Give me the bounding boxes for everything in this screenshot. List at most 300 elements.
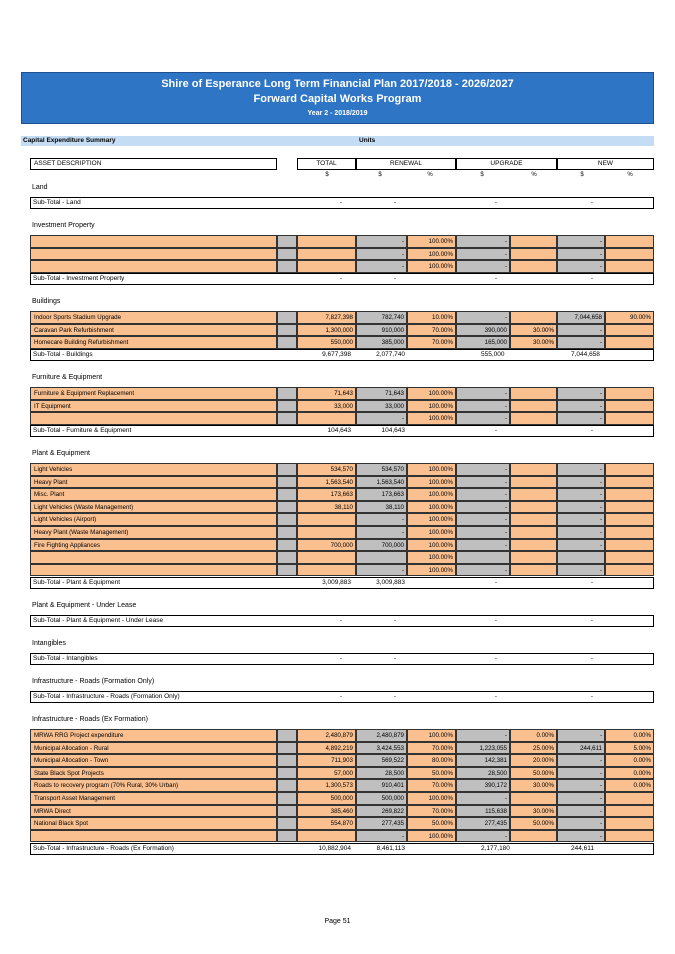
header-renewal: RENEWAL [356, 158, 456, 170]
row-upct-cell [510, 513, 557, 526]
row-npct-cell [605, 792, 654, 805]
row-desc-cell: Roads to recovery program (70% Rural, 30% Urban) [30, 779, 277, 792]
row-total-cell [297, 564, 356, 577]
row-new-cell: - [557, 792, 605, 805]
row-upct-cell [510, 476, 557, 489]
row-upct-cell [510, 248, 557, 261]
row-rpct-cell: 100.00% [407, 248, 456, 261]
section-title: Furniture & Equipment [32, 374, 103, 381]
row-desc-cell: Transport Asset Management [30, 792, 277, 805]
row-renewal-cell: 2,480,879 [356, 729, 407, 742]
row-spacer [277, 551, 297, 564]
row-upct-cell: 0.00% [510, 729, 557, 742]
subtotal-label: Sub-Total - Plant & Equipment [33, 579, 121, 586]
row-upgrade-cell: - [456, 539, 510, 552]
section-title: Land [32, 184, 48, 191]
row-spacer [277, 513, 297, 526]
summary-label: Capital Expenditure Summary [23, 137, 116, 144]
subtotal-upgrade: 2,177,180 [481, 845, 510, 852]
row-upct-cell: 30.00% [510, 336, 557, 349]
row-spacer [277, 805, 297, 818]
subtotal-label: Sub-Total - Infrastructure - Roads (Ex Formation) [33, 845, 174, 852]
row-renewal-cell: - [356, 248, 407, 261]
subtotal-row [30, 615, 654, 627]
row-desc-cell: Fire Fighting Appliances [30, 539, 277, 552]
row-total-cell [297, 513, 356, 526]
row-total-cell: 38,110 [297, 501, 356, 514]
subtotal-total: - [339, 693, 343, 700]
row-upct-cell [510, 526, 557, 539]
subtotal-renewal: 2,077,740 [376, 351, 405, 358]
header-total: TOTAL [297, 158, 356, 170]
row-renewal-cell: 277,435 [356, 817, 407, 830]
row-new-cell: - [557, 805, 605, 818]
row-upgrade-cell: - [456, 400, 510, 413]
subtotal-row [30, 273, 654, 285]
row-renewal-cell: - [356, 412, 407, 425]
row-total-cell: 173,663 [297, 488, 356, 501]
subtotal-upgrade: - [494, 579, 498, 586]
row-renewal-cell: 569,522 [356, 754, 407, 767]
row-npct-cell [605, 805, 654, 818]
section-title: Buildings [32, 298, 61, 305]
row-renewal-cell: 269,822 [356, 805, 407, 818]
row-spacer [277, 387, 297, 400]
summary-bar [21, 136, 654, 146]
row-desc-cell: Caravan Park Refurbishment [30, 324, 277, 337]
row-upgrade-cell: 390,172 [456, 779, 510, 792]
row-new-cell: - [557, 729, 605, 742]
section-title: Infrastructure - Roads (Formation Only) [32, 678, 155, 685]
row-upct-cell [510, 539, 557, 552]
unit-total: $ [325, 172, 329, 178]
row-upgrade-cell: 28,500 [456, 767, 510, 780]
row-upgrade-cell: - [456, 488, 510, 501]
subtotal-row [30, 843, 654, 855]
row-new-cell: 7,044,658 [557, 311, 605, 324]
row-rpct-cell: 100.00% [407, 387, 456, 400]
row-spacer [277, 526, 297, 539]
row-total-cell: 33,000 [297, 400, 356, 413]
row-spacer [277, 412, 297, 425]
row-npct-cell [605, 248, 654, 261]
row-rpct-cell: 100.00% [407, 729, 456, 742]
row-desc-cell: Heavy Plant (Waste Management) [30, 526, 277, 539]
row-upct-cell: 50.00% [510, 817, 557, 830]
row-new-cell: - [557, 324, 605, 337]
subtotal-upgrade: - [494, 693, 498, 700]
section-title: Intangibles [32, 640, 66, 647]
row-npct-cell: 0.00% [605, 767, 654, 780]
row-total-cell: 700,000 [297, 539, 356, 552]
report-year: Year 2 - 2018/2019 [307, 110, 368, 117]
row-spacer [277, 235, 297, 248]
row-desc-cell: Homecare Building Refurbishment [30, 336, 277, 349]
row-spacer [277, 767, 297, 780]
row-new-cell: - [557, 539, 605, 552]
subtotal-label: Sub-Total - Land [33, 199, 81, 206]
row-rpct-cell: 100.00% [407, 400, 456, 413]
row-npct-cell: 5.00% [605, 742, 654, 755]
report-subtitle: Forward Capital Works Program [253, 93, 422, 105]
row-upgrade-cell: 142,381 [456, 754, 510, 767]
row-npct-cell [605, 476, 654, 489]
row-desc-cell: IT Equipment [30, 400, 277, 413]
header-new: NEW [557, 158, 654, 170]
row-total-cell: 71,643 [297, 387, 356, 400]
row-total-cell [297, 551, 356, 564]
subtotal-new: - [590, 579, 594, 586]
row-total-cell: 711,903 [297, 754, 356, 767]
row-npct-cell [605, 260, 654, 273]
subtotal-renewal: 8,461,113 [376, 845, 405, 852]
row-upct-cell [510, 311, 557, 324]
subtotal-new: 244,611 [571, 845, 595, 852]
subtotal-row [30, 349, 654, 361]
row-total-cell [297, 526, 356, 539]
row-total-cell: 4,892,219 [297, 742, 356, 755]
subtotal-new: - [590, 427, 594, 434]
row-npct-cell [605, 830, 654, 843]
row-upct-cell [510, 400, 557, 413]
row-upgrade-cell: 390,000 [456, 324, 510, 337]
row-desc-cell: Furniture & Equipment Replacement [30, 387, 277, 400]
subtotal-upgrade: - [494, 199, 498, 206]
subtotal-new: - [590, 617, 594, 624]
row-new-cell: - [557, 235, 605, 248]
row-rpct-cell: 80.00% [407, 754, 456, 767]
row-total-cell: 1,300,573 [297, 779, 356, 792]
row-rpct-cell: 100.00% [407, 830, 456, 843]
row-desc-cell: Municipal Allocation - Rural [30, 742, 277, 755]
row-new-cell: - [557, 387, 605, 400]
row-upct-cell [510, 551, 557, 564]
row-spacer [277, 248, 297, 261]
subtotal-row [30, 653, 654, 665]
row-new-cell: - [557, 260, 605, 273]
unit-new-pct: % [627, 172, 633, 178]
row-rpct-cell: 70.00% [407, 779, 456, 792]
row-desc-cell: Heavy Plant [30, 476, 277, 489]
subtotal-upgrade: - [494, 617, 498, 624]
row-rpct-cell: 100.00% [407, 501, 456, 514]
subtotal-total: 10,882,904 [318, 845, 351, 852]
row-upgrade-cell: - [456, 311, 510, 324]
row-renewal-cell: 1,563,540 [356, 476, 407, 489]
subtotal-new: - [590, 199, 594, 206]
row-upgrade-cell: 1,223,055 [456, 742, 510, 755]
row-desc-cell [30, 412, 277, 425]
row-new-cell: - [557, 817, 605, 830]
row-total-cell: 554,870 [297, 817, 356, 830]
row-new-cell: - [557, 463, 605, 476]
row-npct-cell [605, 564, 654, 577]
row-npct-cell [605, 539, 654, 552]
row-spacer [277, 400, 297, 413]
row-new-cell: - [557, 526, 605, 539]
row-npct-cell [605, 412, 654, 425]
row-spacer [277, 729, 297, 742]
row-upct-cell [510, 792, 557, 805]
row-rpct-cell: 100.00% [407, 564, 456, 577]
row-renewal-cell: 500,000 [356, 792, 407, 805]
subtotal-renewal: - [393, 693, 397, 700]
row-spacer [277, 564, 297, 577]
unit-upgrade-pct: % [531, 172, 537, 178]
row-npct-cell [605, 526, 654, 539]
row-renewal-cell: 173,663 [356, 488, 407, 501]
subtotal-upgrade: - [494, 655, 498, 662]
row-desc-cell [30, 260, 277, 273]
row-new-cell [557, 551, 605, 564]
row-new-cell: - [557, 754, 605, 767]
row-npct-cell [605, 488, 654, 501]
row-new-cell: - [557, 248, 605, 261]
subtotal-total: - [339, 275, 343, 282]
row-new-cell: - [557, 767, 605, 780]
section-title: Investment Property [32, 222, 95, 229]
row-rpct-cell: 100.00% [407, 412, 456, 425]
row-npct-cell [605, 513, 654, 526]
row-renewal-cell: 910,000 [356, 324, 407, 337]
row-npct-cell [605, 336, 654, 349]
row-upct-cell [510, 564, 557, 577]
row-upct-cell [510, 488, 557, 501]
row-desc-cell: Light Vehicles (Airport) [30, 513, 277, 526]
row-upct-cell: 50.00% [510, 767, 557, 780]
subtotal-renewal: - [393, 199, 397, 206]
subtotal-total: 3,009,883 [322, 579, 351, 586]
row-spacer [277, 260, 297, 273]
row-total-cell: 550,000 [297, 336, 356, 349]
row-renewal-cell: - [356, 830, 407, 843]
row-spacer [277, 830, 297, 843]
row-npct-cell [605, 387, 654, 400]
unit-renewal-pct: % [427, 172, 433, 178]
row-rpct-cell: 100.00% [407, 526, 456, 539]
row-rpct-cell: 100.00% [407, 476, 456, 489]
row-desc-cell: MRWA Direct [30, 805, 277, 818]
row-desc-cell [30, 564, 277, 577]
row-upgrade-cell: - [456, 260, 510, 273]
row-total-cell: 1,300,000 [297, 324, 356, 337]
subtotal-total: 104,643 [327, 427, 351, 434]
subtotal-label: Sub-Total - Infrastructure - Roads (Formation Only) [33, 693, 180, 700]
row-renewal-cell: - [356, 260, 407, 273]
row-upgrade-cell: - [456, 792, 510, 805]
row-desc-cell [30, 551, 277, 564]
row-total-cell: 1,563,540 [297, 476, 356, 489]
row-desc-cell [30, 830, 277, 843]
subtotal-label: Sub-Total - Intangibles [33, 655, 98, 662]
subtotal-new: - [590, 655, 594, 662]
row-rpct-cell: 70.00% [407, 336, 456, 349]
row-total-cell: 2,480,879 [297, 729, 356, 742]
row-renewal-cell: - [356, 564, 407, 577]
row-rpct-cell: 100.00% [407, 551, 456, 564]
row-upct-cell: 25.00% [510, 742, 557, 755]
row-desc-cell: Light Vehicles (Waste Management) [30, 501, 277, 514]
row-upct-cell [510, 235, 557, 248]
subtotal-renewal: - [393, 655, 397, 662]
section-title: Infrastructure - Roads (Ex Formation) [32, 716, 148, 723]
row-new-cell: - [557, 513, 605, 526]
row-desc-cell: Municipal Allocation - Town [30, 754, 277, 767]
row-upct-cell: 30.00% [510, 779, 557, 792]
row-total-cell [297, 260, 356, 273]
row-renewal-cell: 3,424,553 [356, 742, 407, 755]
row-renewal-cell: 38,110 [356, 501, 407, 514]
row-npct-cell: 90.00% [605, 311, 654, 324]
row-rpct-cell: 100.00% [407, 235, 456, 248]
row-rpct-cell: 100.00% [407, 539, 456, 552]
row-spacer [277, 488, 297, 501]
row-npct-cell [605, 501, 654, 514]
row-upgrade-cell: - [456, 476, 510, 489]
row-new-cell: - [557, 400, 605, 413]
subtotal-total: - [339, 655, 343, 662]
row-desc-cell: State Black Spot Projects [30, 767, 277, 780]
row-desc-cell: MRWA RRG Project expenditure [30, 729, 277, 742]
row-total-cell [297, 830, 356, 843]
row-desc-cell [30, 235, 277, 248]
unit-new: $ [580, 172, 584, 178]
row-upct-cell [510, 830, 557, 843]
row-renewal-cell: - [356, 513, 407, 526]
row-desc-cell: Indoor Sports Stadium Upgrade [30, 311, 277, 324]
row-rpct-cell: 10.00% [407, 311, 456, 324]
row-upgrade-cell: - [456, 501, 510, 514]
row-npct-cell [605, 324, 654, 337]
row-spacer [277, 817, 297, 830]
row-renewal-cell: 534,570 [356, 463, 407, 476]
row-spacer [277, 742, 297, 755]
row-new-cell: - [557, 830, 605, 843]
row-upct-cell [510, 412, 557, 425]
row-rpct-cell: 100.00% [407, 792, 456, 805]
row-renewal-cell: - [356, 235, 407, 248]
row-upgrade-cell [456, 551, 510, 564]
section-title: Plant & Equipment [32, 450, 90, 457]
row-new-cell: - [557, 779, 605, 792]
row-renewal-cell: 910,401 [356, 779, 407, 792]
subtotal-new: - [590, 693, 594, 700]
row-total-cell [297, 248, 356, 261]
row-renewal-cell: 28,500 [356, 767, 407, 780]
header-asset: ASSET DESCRIPTION [30, 158, 277, 170]
row-npct-cell [605, 551, 654, 564]
row-total-cell: 534,570 [297, 463, 356, 476]
row-renewal-cell [356, 551, 407, 564]
row-upgrade-cell: - [456, 513, 510, 526]
row-spacer [277, 754, 297, 767]
section-title: Plant & Equipment - Under Lease [32, 602, 137, 609]
row-rpct-cell: 70.00% [407, 742, 456, 755]
row-npct-cell [605, 463, 654, 476]
row-spacer [277, 336, 297, 349]
row-npct-cell: 0.00% [605, 729, 654, 742]
subtotal-total: - [339, 617, 343, 624]
report-banner [21, 72, 654, 124]
row-rpct-cell: 70.00% [407, 805, 456, 818]
row-total-cell: 57,000 [297, 767, 356, 780]
row-spacer [277, 463, 297, 476]
row-upgrade-cell: 115,638 [456, 805, 510, 818]
row-total-cell [297, 235, 356, 248]
subtotal-row [30, 425, 654, 437]
report-title: Shire of Esperance Long Term Financial Plan 2017/2018 - 2026/2027 [161, 78, 514, 90]
subtotal-label: Sub-Total - Plant & Equipment - Under Lease [33, 617, 164, 624]
row-upct-cell: 20.00% [510, 754, 557, 767]
subtotal-renewal: - [393, 617, 397, 624]
row-rpct-cell: 50.00% [407, 767, 456, 780]
subtotal-renewal: - [393, 275, 397, 282]
row-new-cell: - [557, 412, 605, 425]
row-renewal-cell: 700,000 [356, 539, 407, 552]
row-upgrade-cell: - [456, 564, 510, 577]
units-label: Units [359, 137, 376, 144]
row-new-cell: - [557, 501, 605, 514]
row-upgrade-cell: - [456, 248, 510, 261]
page-number: Page 51 [324, 918, 351, 925]
row-rpct-cell: 70.00% [407, 324, 456, 337]
row-upgrade-cell: - [456, 729, 510, 742]
row-spacer [277, 792, 297, 805]
row-rpct-cell: 100.00% [407, 463, 456, 476]
row-upgrade-cell: 165,000 [456, 336, 510, 349]
row-desc-cell [30, 248, 277, 261]
subtotal-label: Sub-Total - Furniture & Equipment [33, 427, 132, 434]
subtotal-new: - [590, 275, 594, 282]
row-total-cell [297, 412, 356, 425]
subtotal-upgrade: - [494, 427, 498, 434]
unit-renewal: $ [378, 172, 382, 178]
row-new-cell: - [557, 564, 605, 577]
row-spacer [277, 476, 297, 489]
row-new-cell: - [557, 336, 605, 349]
row-upct-cell [510, 463, 557, 476]
row-rpct-cell: 100.00% [407, 513, 456, 526]
row-upct-cell [510, 387, 557, 400]
row-npct-cell [605, 400, 654, 413]
subtotal-row [30, 691, 654, 703]
row-renewal-cell: - [356, 526, 407, 539]
subtotal-row [30, 577, 654, 589]
row-spacer [277, 779, 297, 792]
row-spacer [277, 501, 297, 514]
subtotal-total: 9,677,398 [322, 351, 351, 358]
subtotal-renewal: 3,009,883 [376, 579, 405, 586]
row-upct-cell: 30.00% [510, 324, 557, 337]
row-upgrade-cell: - [456, 463, 510, 476]
row-new-cell: 244,611 [557, 742, 605, 755]
subtotal-renewal: 104,643 [381, 427, 405, 434]
row-desc-cell: Misc. Plant [30, 488, 277, 501]
row-total-cell: 500,000 [297, 792, 356, 805]
subtotal-label: Sub-Total - Buildings [33, 351, 93, 358]
row-upgrade-cell: - [456, 412, 510, 425]
row-upgrade-cell: - [456, 387, 510, 400]
subtotal-upgrade: - [494, 275, 498, 282]
subtotal-label: Sub-Total - Investment Property [33, 275, 125, 282]
subtotal-new: 7,044,658 [571, 351, 600, 358]
row-npct-cell: 0.00% [605, 754, 654, 767]
row-upct-cell: 30.00% [510, 805, 557, 818]
row-total-cell: 385,460 [297, 805, 356, 818]
row-npct-cell [605, 235, 654, 248]
row-upgrade-cell: - [456, 526, 510, 539]
row-renewal-cell: 33,000 [356, 400, 407, 413]
